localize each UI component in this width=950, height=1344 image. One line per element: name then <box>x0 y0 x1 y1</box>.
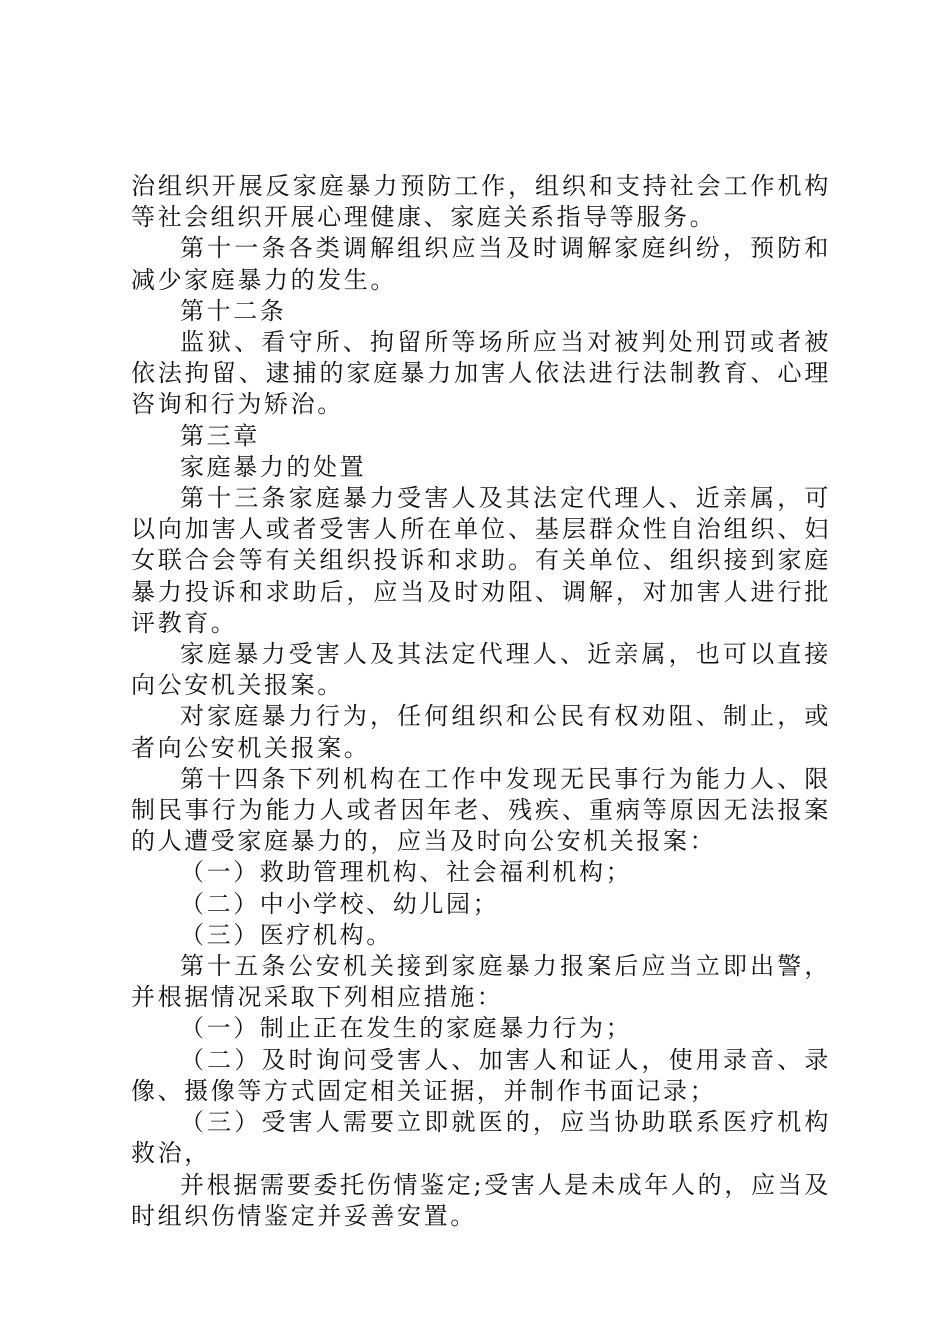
paragraph: 并根据需要委托伤情鉴定;受害人是未成年人的，应当及时组织伤情鉴定并妥善安置。 <box>131 1170 831 1230</box>
list-item: （三）医疗机构。 <box>180 920 393 949</box>
list-item: （一）救助管理机构、社会福利机构； <box>180 858 633 887</box>
chapter-title: 家庭暴力的处置 <box>180 452 367 481</box>
paragraph: 监狱、看守所、拘留所等场所应当对被判处刑罚或者被依法拘留、逮捕的家庭暴力加害人依法进行法制教育、心理咨询和行为矫治。 <box>131 328 831 419</box>
paragraph: 第十一条各类调解组织应当及时调解家庭纠纷，预防和减少家庭暴力的发生。 <box>131 234 831 294</box>
paragraph: 第十五条公安机关接到家庭暴力报案后应当立即出警，并根据情况采取下列相应措施： <box>131 952 831 1012</box>
article-heading: 第十二条 <box>180 296 287 325</box>
list-item: （一）制止正在发生的家庭暴力行为； <box>180 1014 633 1043</box>
list-item: （二）中小学校、幼儿园； <box>180 889 500 918</box>
paragraph: 家庭暴力受害人及其法定代理人、近亲属，也可以直接向公安机关报案。 <box>131 640 831 700</box>
paragraph: 第十四条下列机构在工作中发现无民事行为能力人、限制民事行为能力人或者因年老、残疾、重病等原因无法报案的人遭受家庭暴力的，应当及时向公安机关报案： <box>131 764 831 856</box>
paragraph: 治组织开展反家庭暴力预防工作，组织和支持社会工作机构等社会组织开展心理健康、家庭关系指导等服务。 <box>131 172 831 232</box>
list-item: （三）受害人需要立即就医的，应当协助联系医疗机构救治， <box>131 1108 831 1168</box>
chapter-heading: 第三章 <box>180 421 260 450</box>
paragraph: 对家庭暴力行为，任何组织和公民有权劝阻、制止，或者向公安机关报案。 <box>131 702 831 762</box>
list-item: （二）及时询问受害人、加害人和证人，使用录音、录像、摄像等方式固定相关证据，并制作书面记录； <box>131 1045 831 1105</box>
paragraph: 第十三条家庭暴力受害人及其法定代理人、近亲属，可以向加害人或者受害人所在单位、基层群众性自治组织、妇女联合会等有关组织投诉和求助。有关单位、组织接到家庭暴力投诉和求助后，应当及时劝阻、调解，对加害人进行批评教育。 <box>131 484 831 637</box>
document-body <box>131 171 831 1232</box>
